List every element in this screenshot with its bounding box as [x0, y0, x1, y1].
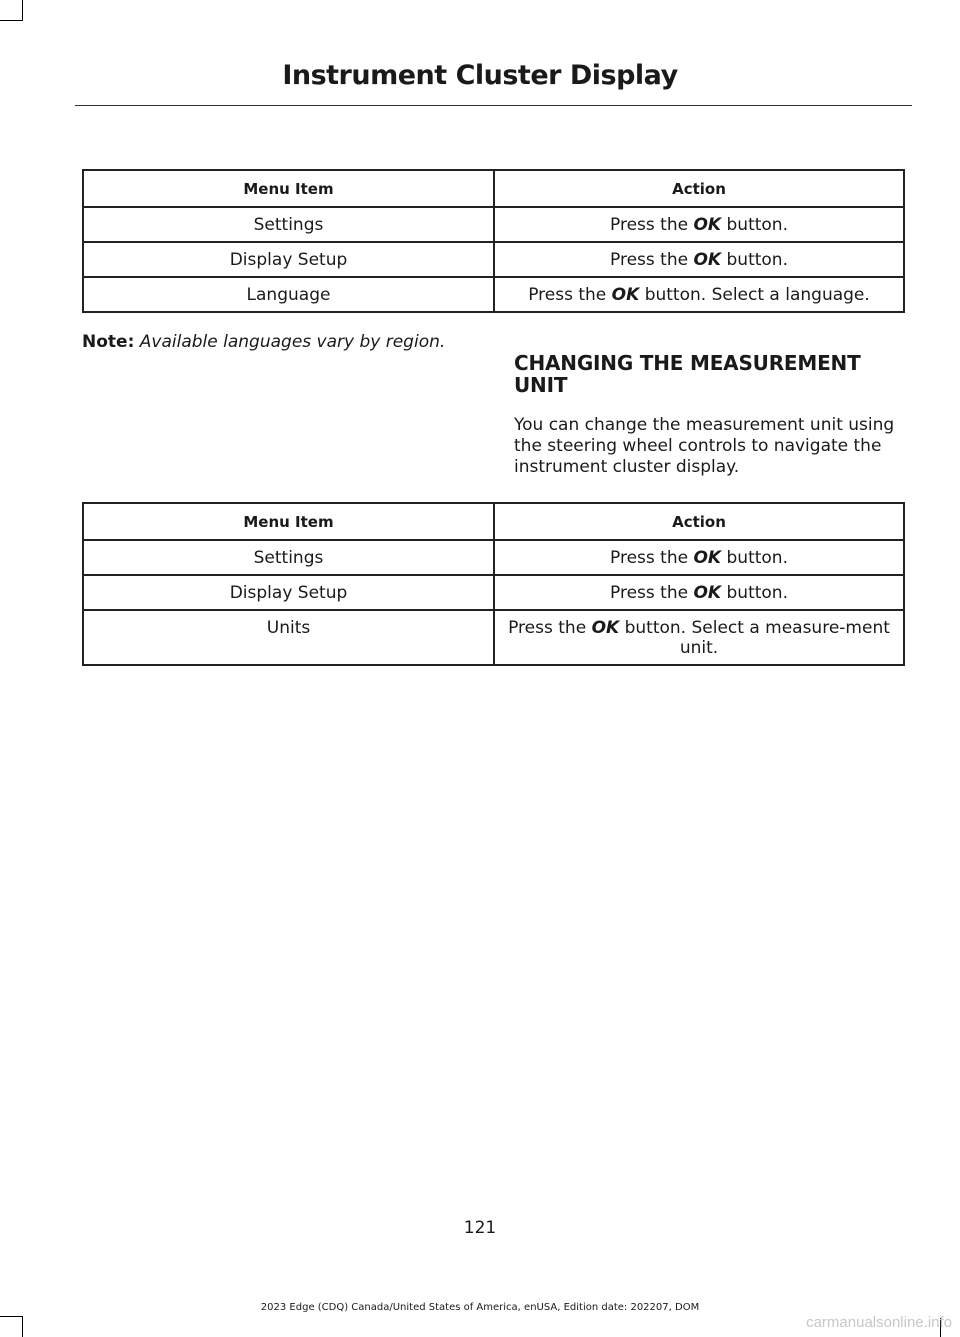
units-table — [82, 502, 905, 666]
column-header-menu-item: Menu Item — [83, 170, 494, 207]
table-row — [83, 575, 904, 610]
footer-edition-text: 2023 Edge (CDQ) Canada/United States of America, enUSA, Edition date: 202207, DOM — [260, 1302, 700, 1313]
action-text: button. — [726, 215, 788, 235]
crop-mark — [22, 0, 23, 21]
action-cell — [494, 207, 904, 242]
ok-button-label: OK — [693, 250, 722, 270]
page-number: 121 — [463, 1218, 497, 1238]
crop-mark — [22, 1316, 23, 1337]
crop-mark — [0, 1316, 22, 1317]
menu-item-cell: Settings — [83, 540, 494, 575]
action-cell — [494, 277, 904, 312]
table-row — [83, 242, 904, 277]
ok-button-label: OK — [693, 215, 722, 235]
action-cell — [494, 575, 904, 610]
action-text: Press the — [610, 583, 689, 603]
table-row — [83, 207, 904, 242]
action-cell — [494, 242, 904, 277]
action-text: Press the — [610, 215, 689, 235]
table-row — [83, 610, 904, 665]
action-text: button. — [726, 250, 788, 270]
table-row — [83, 277, 904, 312]
table-row — [83, 540, 904, 575]
menu-item-cell: Display Setup — [83, 575, 494, 610]
action-text: Press the — [610, 250, 689, 270]
watermark: carmanualsonline.info — [806, 1314, 952, 1331]
menu-item-cell: Language — [83, 277, 494, 312]
ok-button-label: OK — [693, 583, 722, 603]
column-header-action: Action — [494, 170, 904, 207]
note — [82, 332, 445, 352]
ok-button-label: OK — [591, 618, 620, 638]
ok-button-label: OK — [611, 285, 640, 305]
column-header-menu-item: Menu Item — [83, 503, 494, 540]
action-text: button. — [726, 548, 788, 568]
menu-item-cell: Units — [83, 610, 494, 665]
action-text: Press the — [528, 285, 607, 305]
column-header-action: Action — [494, 503, 904, 540]
action-text: button. Select a language. — [644, 285, 870, 305]
language-table — [82, 169, 905, 313]
table-header-row — [83, 170, 904, 207]
section-paragraph: You can change the measurement unit using the steering wheel controls to navigate the instrument cluster display. — [514, 415, 895, 477]
action-text: button. — [726, 583, 788, 603]
action-cell — [494, 540, 904, 575]
action-text: Press the — [508, 618, 587, 638]
action-text: Press the — [610, 548, 689, 568]
menu-item-cell: Display Setup — [83, 242, 494, 277]
note-label: Note: — [82, 332, 135, 352]
page-title: Instrument Cluster Display — [282, 60, 678, 91]
section-heading: CHANGING THE MEASUREMENT UNIT — [514, 351, 861, 397]
menu-item-cell: Settings — [83, 207, 494, 242]
crop-mark — [0, 20, 22, 21]
action-cell — [494, 610, 904, 665]
title-divider — [75, 105, 912, 106]
note-text: Available languages vary by region. — [139, 332, 446, 352]
action-text: button. Select a measure-ment unit. — [624, 618, 890, 658]
table-header-row — [83, 503, 904, 540]
ok-button-label: OK — [693, 548, 722, 568]
